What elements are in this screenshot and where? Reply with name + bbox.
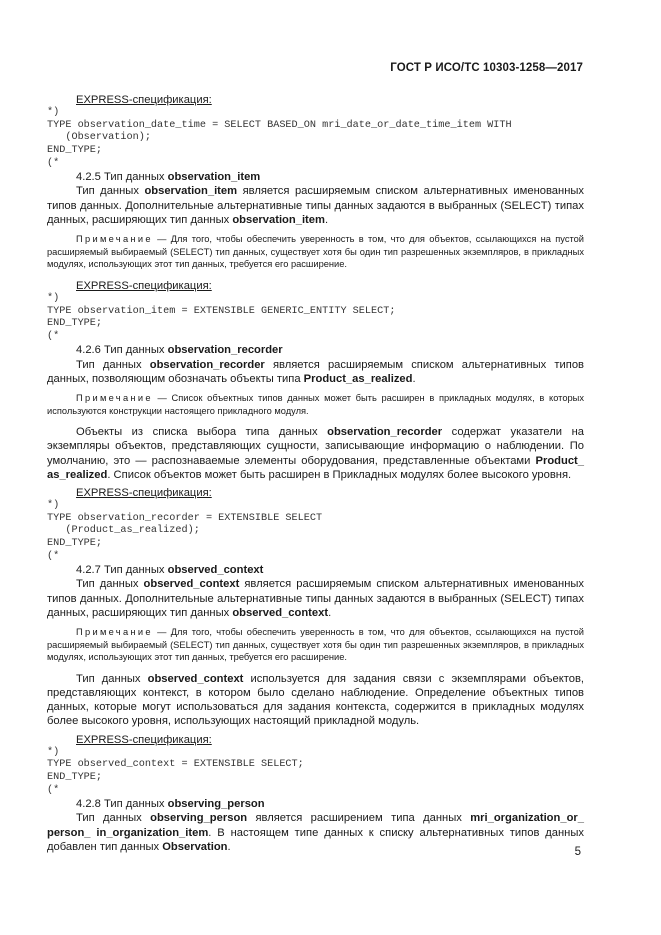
express-spec-label: EXPRESS-спецификация: — [76, 486, 212, 499]
paragraph: Тип данных observation_recorder является расширяемым списком альтернативных типов данных, позволяющим обозначать объекты типа Product_as_realized. — [47, 358, 585, 385]
paragraph: Тип данных observed_context используется для задания связи с экземплярами объектов, представляющих контекст, в котором было сделано наблюдение. Определение объектных типов данных, которые могут использоваться для задания контекста, содержится в прикладных модулях более высокого уровня, использующих настоящий прикладной модуль. — [47, 672, 585, 728]
paragraph: Тип данных observation_item является расширяемым списком альтернативных именованных типов данных. Дополнительные альтернативные типы данных задаются в выбранных (SELECT) типах данных, расширяющих тип данных observation_item. — [47, 185, 585, 226]
express-code-block: *) TYPE observation_date_time = SELECT BASED_ON mri_date_or_date_time_item WITH (Observation); END_TYPE; (* — [47, 107, 512, 169]
section-heading: 4.2.5 Тип данных observation_item — [76, 171, 261, 184]
paragraph: Тип данных observing_person является расширением типа данных mri_organization_or_ person_ in_organization_item. В настоящем типе данных к списку альтернативных типов данных добавлен тип данных Observation. — [47, 812, 584, 853]
paragraph: Объекты из списка выбора типа данных observation_recorder содержат указатели на экземпляры объектов, представляющих сущности, записывающие информацию о наблюдении. По умолчанию, это — распознаваемые элементы оборудования, представленные объектами Product_ as_realized. Список объектов может быть расширен в Прикладных модулях более высокого уровня. — [47, 426, 584, 481]
note: Примечание — Для того, чтобы обеспечить уверенность в том, что для объектов, ссылающихся на пустой расширяемый выбираемый (SELECT) тип данных, существует хотя бы один тип разрешенных экземпляров, в прикладных модулях, использующих этот тип данных, требуется его расширение. — [47, 233, 584, 270]
express-spec-label: EXPRESS-спецификация: — [76, 94, 212, 106]
section-heading: 4.2.6 Тип данных observation_recorder — [76, 344, 283, 357]
standard-header: ГОСТ Р ИСО/ТС 10303-1258—2017 — [390, 62, 583, 74]
note: Примечание — Список объектных типов данных может быть расширен в прикладных модулях, в которых используются конструкции настоящего прикладного модуля. — [47, 392, 584, 416]
note: Примечание — Для того, чтобы обеспечить уверенность в том, что для объектов, ссылающихся на пустой расширяемый выбираемый (SELECT) тип данных, существует хотя бы один тип разрешенных экземпляров, в прикладных модулях, использующих этот тип данных, требуется его расширение. — [47, 626, 584, 663]
paragraph: Тип данных observed_context является расширяемым списком альтернативных именованных типов данных. Дополнительные альтернативные типы данных задаются в выбранных (SELECT) типах данных, расширяющих тип данных observed_context. — [47, 578, 585, 619]
express-code-block: *) TYPE observation_item = EXTENSIBLE GENERIC_ENTITY SELECT; END_TYPE; (* — [47, 292, 396, 342]
section-heading: 4.2.7 Тип данных observed_context — [76, 564, 264, 577]
express-code-block: *) TYPE observed_context = EXTENSIBLE SELECT; END_TYPE; (* — [47, 746, 304, 796]
express-spec-label: EXPRESS-спецификация: — [76, 733, 212, 746]
page-number: 5 — [574, 846, 581, 858]
document-body — [47, 93, 584, 854]
section-heading: 4.2.8 Тип данных observing_person — [76, 798, 265, 811]
express-code-block: *) TYPE observation_recorder = EXTENSIBLE SELECT (Product_as_realized); END_TYPE; (* — [47, 500, 323, 562]
express-spec-label: EXPRESS-спецификация: — [76, 279, 212, 292]
